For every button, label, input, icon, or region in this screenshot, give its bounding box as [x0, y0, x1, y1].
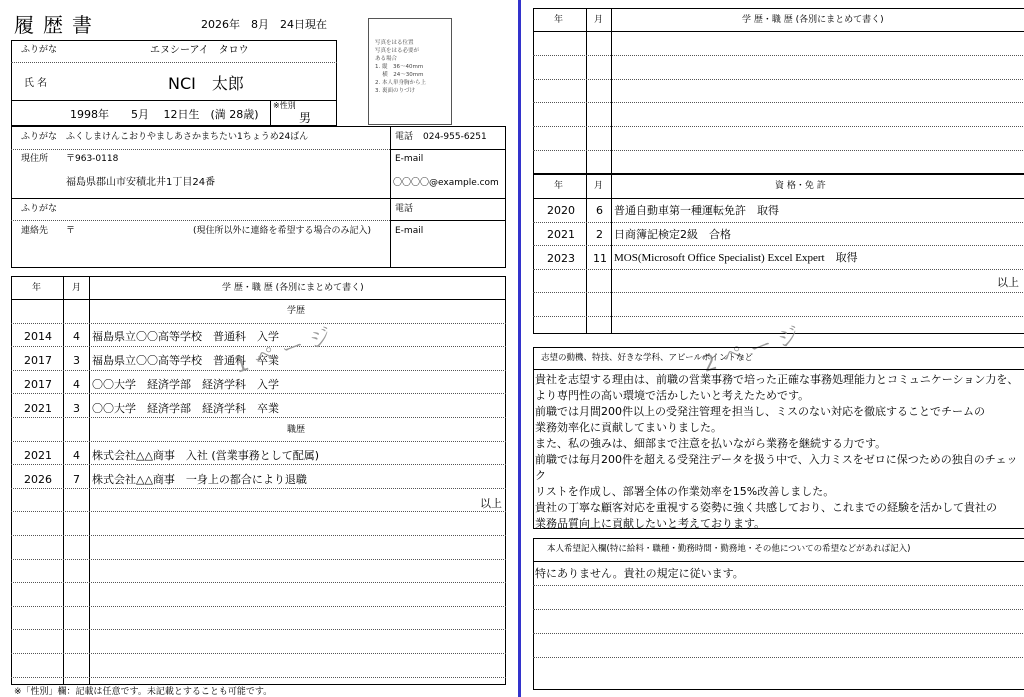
contact-email-label: E-mail [395, 226, 424, 236]
license-header-year: 年 [554, 181, 564, 191]
history-header-year: 年 [32, 283, 42, 293]
table-row-month: 3 [73, 354, 80, 367]
address-furigana-value: ふくしまけんこおりやましあさかまちたい1ちょうめ24ばん [66, 132, 309, 142]
table-row-text: 株式会社△△商事 一身上の都合により退職 [92, 473, 307, 486]
photo-instructions: 写真をはる位置 写真をはる必要が ある場合 1. 縦 36～40mm 横 24～30mm 2. 本人単身胸から上 3. 裏面のりづけ [375, 40, 426, 94]
furigana-label: ふりがな [21, 45, 58, 55]
table-row-month: 4 [73, 330, 80, 343]
table-row-month: 2 [596, 228, 603, 241]
row-divider [533, 126, 1024, 127]
row-divider [533, 79, 1024, 80]
sex-label: ※性別 [273, 101, 296, 110]
motivation-label: 志望の動機、特技、好きな学科、アピールポイントなど [541, 353, 753, 363]
table-row-year: 2017 [24, 354, 52, 367]
row-divider [533, 269, 1024, 270]
resume-title: 履 歴 書 [14, 15, 94, 37]
email-value: 〇〇〇〇@example.com [393, 178, 499, 188]
row-divider [11, 417, 506, 418]
table-row-month: 11 [593, 252, 607, 265]
row-divider [11, 393, 506, 394]
table-row-text: 株式会社△△商事 入社 (営業事務として配属) [92, 449, 319, 462]
table-row-year: 2021 [24, 449, 52, 462]
row-divider [533, 609, 1024, 610]
end-mark: 以上 [480, 497, 502, 510]
motivation-text: 貴社を志望する理由は、前職の営業事務で培った正確な事務処理能力とコミュニケーション力を、 より専門性の高い環境で活かしたいと考えたためです。 前職では月間200件以上の受発注管理を担当し、ミスのない対応を徹底することでチームの 業務効率化に貢献してまいりました。 また、私の強みは、細部まで注意を払いながら業務を継続する力です。 前職では毎月200件を超える受発注データを扱う中で、入力ミスをゼロに保つための独自のチェック リストを作成し、部署全体の作業効率を15%改善しました。 貴社の丁寧な顧客対応を重視する姿勢に強く共感しており、これまでの経験を活かして貴社の 業務品質向上に貢献したいと考えております。 [535, 373, 1019, 530]
row-divider [11, 323, 506, 324]
address-block [11, 126, 506, 268]
row-divider [533, 102, 1024, 103]
history-header-month: 月 [594, 15, 604, 25]
history-header-year: 年 [554, 15, 564, 25]
address-value: 福島県郡山市安積北井1丁目24番 [66, 177, 216, 188]
contact-note: (現住所以外に連絡を希望する場合のみ記入) [193, 226, 372, 236]
row-divider [533, 222, 1024, 223]
row-divider [11, 677, 506, 678]
table-row-text: 日商簿記検定2級 合格 [614, 228, 731, 241]
table-row-year: 2021 [24, 402, 52, 415]
birth-date: 1998年 5月 12日生 (満 28歳) [70, 108, 259, 121]
sex-value: 男 [299, 111, 312, 125]
row-divider [533, 150, 1024, 151]
contact-postal: 〒 [66, 226, 76, 236]
contact-furigana-label: ふりがな [21, 204, 58, 214]
row-divider [11, 606, 506, 607]
section-label-work: 職歴 [287, 425, 306, 435]
row-divider [533, 245, 1024, 246]
footnote: ※「性別」欄：記載は任意です。未記載とすることも可能です。 [14, 687, 273, 697]
license-header-month: 月 [594, 181, 604, 191]
table-row-text: 普通自動車第一種運転免許 取得 [614, 204, 779, 217]
history-header-title: 学 歴・職 歴 (各別にまとめて書く) [742, 15, 884, 25]
row-divider [533, 657, 1024, 658]
row-divider [533, 292, 1024, 293]
license-header-title: 資 格・免 許 [775, 181, 826, 191]
phone-value: 024-955-6251 [423, 132, 487, 142]
name-value: NCI 太郎 [168, 74, 244, 93]
table-row-year: 2023 [547, 252, 575, 265]
table-row-text: MOS(Microsoft Office Specialist) Excel Expert 取得 [614, 252, 858, 264]
document-date: 2026年 8月 24日現在 [201, 18, 327, 31]
table-row-month: 3 [73, 402, 80, 415]
history-header-month: 月 [72, 283, 82, 293]
row-divider [11, 535, 506, 536]
row-divider [11, 559, 506, 560]
table-row-text: 〇〇大学 経済学部 経済学科 入学 [92, 378, 279, 391]
table-row-text: 〇〇大学 経済学部 経済学科 卒業 [92, 402, 279, 415]
table-row-month: 7 [73, 473, 80, 486]
contact-label: 連絡先 [21, 226, 49, 236]
table-row-year: 2026 [24, 473, 52, 486]
row-divider [11, 629, 506, 630]
row-divider [11, 511, 506, 512]
row-divider [533, 316, 1024, 317]
address-label: 現住所 [21, 154, 49, 164]
end-mark: 以上 [997, 276, 1019, 289]
row-divider [11, 464, 506, 465]
furigana-value: エヌシーアイ タロウ [150, 45, 249, 56]
row-divider [11, 441, 506, 442]
postal-code: 〒963-0118 [66, 154, 119, 164]
row-divider [11, 582, 506, 583]
table-row-year: 2020 [547, 204, 575, 217]
request-label: 本人希望記入欄(特に給料・職種・勤務時間・勤務地・その他についての希望などがあれば記入) [547, 544, 911, 554]
table-row-month: 4 [73, 378, 80, 391]
row-divider [533, 55, 1024, 56]
table-row-year: 2014 [24, 330, 52, 343]
table-row-month: 4 [73, 449, 80, 462]
address-furigana-label: ふりがな [21, 132, 58, 142]
request-text: 特にありません。貴社の規定に従います。 [535, 567, 744, 580]
table-row-month: 6 [596, 204, 603, 217]
row-divider [11, 488, 506, 489]
row-divider [533, 585, 1024, 586]
row-divider [11, 653, 506, 654]
history-header-title: 学 歴・職 歴 (各別にまとめて書く) [222, 283, 364, 293]
table-row-year: 2017 [24, 378, 52, 391]
section-label-school: 学歴 [287, 306, 306, 316]
row-divider [533, 633, 1024, 634]
page-watermark: 1 ペ ー ジ [231, 323, 335, 379]
table-row-text: 福島県立〇〇高等学校 普通科 卒業 [92, 354, 279, 367]
page-watermark: 2 ペ ー ジ [699, 322, 803, 378]
email-label: E-mail [395, 154, 424, 164]
contact-phone-label: 電話 [395, 204, 414, 214]
table-row-year: 2021 [547, 228, 575, 241]
name-label: 氏 名 [24, 78, 48, 89]
page-divider [518, 0, 521, 697]
table-row-text: 福島県立〇〇高等学校 普通科 入学 [92, 330, 279, 343]
photo-box [368, 18, 452, 125]
phone-label: 電話 [395, 132, 414, 142]
